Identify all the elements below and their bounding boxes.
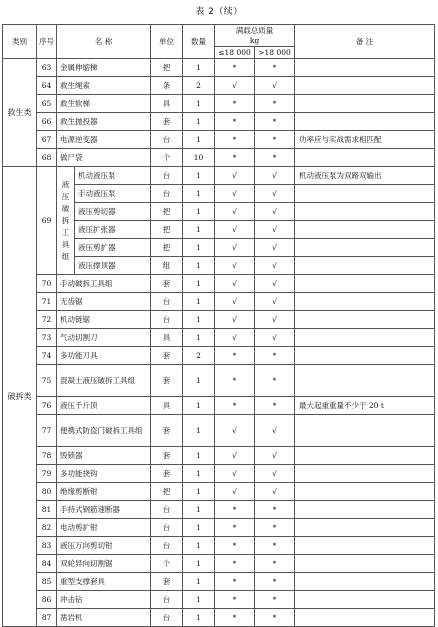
table-row bbox=[3, 537, 435, 555]
row-note bbox=[295, 591, 435, 609]
row-note bbox=[295, 483, 435, 501]
row-qty: 2 bbox=[183, 77, 215, 95]
row-gt-18000: √ bbox=[255, 221, 295, 239]
row-name: 手持式钢筋速断器 bbox=[57, 501, 151, 519]
row-no: 80 bbox=[37, 483, 57, 501]
row-qty: 1 bbox=[183, 591, 215, 609]
header-gt-18000: >18 000 bbox=[255, 47, 295, 59]
row-name: 便携式防盗门破拆工具组 bbox=[57, 415, 151, 447]
row-no: 87 bbox=[37, 609, 57, 627]
row-name: 手动破拆工具组 bbox=[57, 275, 151, 293]
row-name: 金属伸缩梯 bbox=[57, 59, 151, 77]
row-qty: 10 bbox=[183, 149, 215, 167]
row-gt-18000: √ bbox=[255, 329, 295, 347]
table-row bbox=[3, 59, 435, 77]
row-le-18000: * bbox=[215, 149, 255, 167]
row-name: 电动剪扩钳 bbox=[57, 519, 151, 537]
row-note bbox=[295, 465, 435, 483]
row-unit: 套 bbox=[151, 573, 183, 591]
table-row bbox=[3, 397, 435, 415]
row-le-18000: √ bbox=[215, 293, 255, 311]
row-name: 电源逆变器 bbox=[57, 131, 151, 149]
row-le-18000: √ bbox=[215, 329, 255, 347]
row-le-18000: * bbox=[215, 113, 255, 131]
row-qty: 1 bbox=[183, 221, 215, 239]
row-name: 机动液压泵 bbox=[75, 167, 151, 185]
row-note: 机动液压泵为双路双输出 bbox=[295, 167, 435, 185]
row-unit: 组 bbox=[151, 257, 183, 275]
row-no: 86 bbox=[37, 591, 57, 609]
row-note bbox=[295, 519, 435, 537]
table-row bbox=[3, 311, 435, 329]
table-row bbox=[3, 95, 435, 113]
table-row bbox=[3, 275, 435, 293]
row-gt-18000: * bbox=[255, 131, 295, 149]
row-le-18000: * bbox=[215, 365, 255, 397]
row-name: 液压扩张器 bbox=[75, 221, 151, 239]
row-name: 混凝土液压破拆工具组 bbox=[57, 365, 151, 397]
table-row bbox=[3, 609, 435, 627]
row-no: 79 bbox=[37, 465, 57, 483]
row-name: 凿岩机 bbox=[57, 609, 151, 627]
row-note bbox=[295, 275, 435, 293]
row-le-18000: * bbox=[215, 609, 255, 627]
row-le-18000: √ bbox=[215, 311, 255, 329]
row-no: 81 bbox=[37, 501, 57, 519]
row-note bbox=[295, 329, 435, 347]
row-unit: 套 bbox=[151, 275, 183, 293]
row-gt-18000: √ bbox=[255, 203, 295, 221]
table-row bbox=[3, 149, 435, 167]
row-qty: 1 bbox=[183, 609, 215, 627]
header-load-unit: kg bbox=[249, 35, 260, 45]
row-name: 绝缘剪断钳 bbox=[57, 483, 151, 501]
row-name: 重型支撑套具 bbox=[57, 573, 151, 591]
group-69-label: 液压破拆工具组 bbox=[57, 167, 75, 275]
row-unit: 套 bbox=[151, 347, 183, 365]
row-le-18000: √ bbox=[215, 447, 255, 465]
row-le-18000: √ bbox=[215, 275, 255, 293]
header-unit: 单位 bbox=[151, 25, 183, 59]
row-no: 65 bbox=[37, 95, 57, 113]
row-unit: 具 bbox=[151, 95, 183, 113]
row-gt-18000: * bbox=[255, 537, 295, 555]
table-row bbox=[3, 293, 435, 311]
row-name: 液压剪扩器 bbox=[75, 239, 151, 257]
row-qty: 1 bbox=[183, 483, 215, 501]
row-unit: 台 bbox=[151, 185, 183, 203]
header-category: 类别 bbox=[3, 25, 37, 59]
row-unit: 个 bbox=[151, 149, 183, 167]
row-no: 74 bbox=[37, 347, 57, 365]
row-name: 冲击钻 bbox=[57, 591, 151, 609]
row-gt-18000: * bbox=[255, 519, 295, 537]
table-row bbox=[3, 113, 435, 131]
row-note bbox=[295, 257, 435, 275]
row-name: 无齿锯 bbox=[57, 293, 151, 311]
row-unit: 套 bbox=[151, 415, 183, 447]
row-gt-18000: * bbox=[255, 95, 295, 113]
row-le-18000: * bbox=[215, 555, 255, 573]
header-le-18000: ≤18 000 bbox=[215, 47, 255, 59]
row-le-18000: √ bbox=[215, 239, 255, 257]
row-le-18000: √ bbox=[215, 167, 255, 185]
row-unit: 个 bbox=[151, 555, 183, 573]
row-unit: 套 bbox=[151, 465, 183, 483]
row-gt-18000: √ bbox=[255, 185, 295, 203]
row-note bbox=[295, 185, 435, 203]
row-qty: 1 bbox=[183, 365, 215, 397]
table-row bbox=[3, 465, 435, 483]
row-gt-18000: * bbox=[255, 591, 295, 609]
row-no: 83 bbox=[37, 537, 57, 555]
table-row bbox=[3, 347, 435, 365]
table-row bbox=[3, 131, 435, 149]
row-qty: 1 bbox=[183, 573, 215, 591]
row-name: 多功能挠钩 bbox=[57, 465, 151, 483]
row-note bbox=[295, 347, 435, 365]
row-no: 68 bbox=[37, 149, 57, 167]
row-name: 液压剪切器 bbox=[75, 203, 151, 221]
row-name: 双轮异向切割锯 bbox=[57, 555, 151, 573]
row-le-18000: √ bbox=[215, 257, 255, 275]
row-note bbox=[295, 609, 435, 627]
row-unit: 套 bbox=[151, 365, 183, 397]
row-gt-18000: √ bbox=[255, 257, 295, 275]
row-note bbox=[295, 59, 435, 77]
row-no: 70 bbox=[37, 275, 57, 293]
row-unit: 台 bbox=[151, 519, 183, 537]
row-note bbox=[295, 447, 435, 465]
row-qty: 1 bbox=[183, 239, 215, 257]
equipment-table bbox=[2, 24, 435, 627]
row-qty: 1 bbox=[183, 113, 215, 131]
table-row bbox=[3, 501, 435, 519]
row-unit: 套 bbox=[151, 447, 183, 465]
row-note bbox=[295, 501, 435, 519]
row-no: 84 bbox=[37, 555, 57, 573]
row-qty: 1 bbox=[183, 415, 215, 447]
table-row bbox=[3, 447, 435, 465]
row-qty: 1 bbox=[183, 501, 215, 519]
row-note bbox=[295, 537, 435, 555]
row-unit: 把 bbox=[151, 483, 183, 501]
row-name: 液压千斤顶 bbox=[57, 397, 151, 415]
row-le-18000: * bbox=[215, 347, 255, 365]
row-name: 毁锁器 bbox=[57, 447, 151, 465]
row-le-18000: * bbox=[215, 591, 255, 609]
row-name: 多功能刀具 bbox=[57, 347, 151, 365]
row-le-18000: √ bbox=[215, 77, 255, 95]
row-note bbox=[295, 311, 435, 329]
row-le-18000: * bbox=[215, 573, 255, 591]
row-le-18000: √ bbox=[215, 483, 255, 501]
row-gt-18000: * bbox=[255, 609, 295, 627]
row-no: 73 bbox=[37, 329, 57, 347]
row-note bbox=[295, 415, 435, 447]
row-name: 液压万向剪切钳 bbox=[57, 537, 151, 555]
row-no: 75 bbox=[37, 365, 57, 397]
row-le-18000: * bbox=[215, 519, 255, 537]
table-row bbox=[3, 573, 435, 591]
row-note bbox=[295, 293, 435, 311]
row-unit: 台 bbox=[151, 167, 183, 185]
row-unit: 把 bbox=[151, 59, 183, 77]
table-row bbox=[3, 591, 435, 609]
row-gt-18000: √ bbox=[255, 239, 295, 257]
row-gt-18000: * bbox=[255, 59, 295, 77]
row-le-18000: * bbox=[215, 59, 255, 77]
row-gt-18000: √ bbox=[255, 311, 295, 329]
row-no: 71 bbox=[37, 293, 57, 311]
row-gt-18000: * bbox=[255, 113, 295, 131]
row-gt-18000: √ bbox=[255, 447, 295, 465]
row-unit: 条 bbox=[151, 77, 183, 95]
row-note bbox=[295, 573, 435, 591]
row-name: 机动链锯 bbox=[57, 311, 151, 329]
row-qty: 1 bbox=[183, 329, 215, 347]
table-row bbox=[3, 483, 435, 501]
row-note bbox=[295, 239, 435, 257]
group-69-no: 69 bbox=[37, 167, 57, 275]
row-qty: 1 bbox=[183, 311, 215, 329]
header-qty: 数量 bbox=[183, 25, 215, 59]
row-unit: 台 bbox=[151, 501, 183, 519]
row-name: 做尸袋 bbox=[57, 149, 151, 167]
row-note bbox=[295, 365, 435, 397]
row-gt-18000: * bbox=[255, 501, 295, 519]
row-unit: 把 bbox=[151, 221, 183, 239]
category-demolition: 破拆类 bbox=[3, 167, 37, 627]
header-load-label: 满载总质量 bbox=[235, 25, 274, 35]
row-qty: 1 bbox=[183, 555, 215, 573]
row-name: 手动液压泵 bbox=[75, 185, 151, 203]
row-le-18000: * bbox=[215, 501, 255, 519]
row-le-18000: √ bbox=[215, 221, 255, 239]
row-gt-18000: * bbox=[255, 397, 295, 415]
row-note bbox=[295, 555, 435, 573]
header-name: 名 称 bbox=[57, 25, 151, 59]
table-row bbox=[3, 415, 435, 447]
row-no: 77 bbox=[37, 415, 57, 447]
row-qty: 1 bbox=[183, 95, 215, 113]
row-no: 64 bbox=[37, 77, 57, 95]
row-le-18000: * bbox=[215, 397, 255, 415]
header-load-group bbox=[215, 25, 295, 47]
row-note bbox=[295, 221, 435, 239]
row-gt-18000: * bbox=[255, 365, 295, 397]
row-no: 78 bbox=[37, 447, 57, 465]
row-qty: 2 bbox=[183, 347, 215, 365]
row-le-18000: √ bbox=[215, 203, 255, 221]
row-note bbox=[295, 149, 435, 167]
row-gt-18000: * bbox=[255, 555, 295, 573]
row-note bbox=[295, 203, 435, 221]
row-qty: 1 bbox=[183, 519, 215, 537]
row-gt-18000: √ bbox=[255, 465, 295, 483]
row-gt-18000: √ bbox=[255, 77, 295, 95]
row-qty: 1 bbox=[183, 131, 215, 149]
row-qty: 1 bbox=[183, 537, 215, 555]
row-qty: 1 bbox=[183, 447, 215, 465]
row-unit: 台 bbox=[151, 311, 183, 329]
row-qty: 1 bbox=[183, 203, 215, 221]
table-row bbox=[3, 329, 435, 347]
header-note: 备 注 bbox=[295, 25, 435, 59]
row-no: 67 bbox=[37, 131, 57, 149]
row-name: 气动切割刀 bbox=[57, 329, 151, 347]
row-le-18000: √ bbox=[215, 465, 255, 483]
row-unit: 具 bbox=[151, 397, 183, 415]
row-unit: 套 bbox=[151, 113, 183, 131]
row-unit: 台 bbox=[151, 591, 183, 609]
row-gt-18000: * bbox=[255, 573, 295, 591]
table-row bbox=[3, 167, 435, 185]
row-gt-18000: √ bbox=[255, 293, 295, 311]
row-no: 82 bbox=[37, 519, 57, 537]
row-gt-18000: * bbox=[255, 347, 295, 365]
row-gt-18000: √ bbox=[255, 275, 295, 293]
row-name: 救生软梯 bbox=[57, 95, 151, 113]
row-le-18000: √ bbox=[215, 415, 255, 447]
row-gt-18000: * bbox=[255, 149, 295, 167]
row-qty: 1 bbox=[183, 167, 215, 185]
row-note bbox=[295, 95, 435, 113]
row-gt-18000: √ bbox=[255, 483, 295, 501]
row-no: 85 bbox=[37, 573, 57, 591]
category-rescue: 救生类 bbox=[3, 59, 37, 167]
row-note bbox=[295, 77, 435, 95]
row-qty: 1 bbox=[183, 257, 215, 275]
table-row bbox=[3, 555, 435, 573]
row-name: 液压撑顶器 bbox=[75, 257, 151, 275]
row-note bbox=[295, 113, 435, 131]
row-qty: 1 bbox=[183, 397, 215, 415]
row-name: 救生绳索 bbox=[57, 77, 151, 95]
table-caption: 表 2（续） bbox=[195, 7, 243, 17]
row-unit: 把 bbox=[151, 239, 183, 257]
row-no: 72 bbox=[37, 311, 57, 329]
row-unit: 具 bbox=[151, 329, 183, 347]
row-unit: 台 bbox=[151, 131, 183, 149]
row-le-18000: * bbox=[215, 95, 255, 113]
row-unit: 把 bbox=[151, 203, 183, 221]
row-qty: 1 bbox=[183, 275, 215, 293]
row-le-18000: * bbox=[215, 537, 255, 555]
row-le-18000: * bbox=[215, 131, 255, 149]
row-qty: 1 bbox=[183, 293, 215, 311]
row-qty: 1 bbox=[183, 59, 215, 77]
table-row bbox=[3, 77, 435, 95]
table-row bbox=[3, 365, 435, 397]
row-qty: 1 bbox=[183, 465, 215, 483]
table-row bbox=[3, 519, 435, 537]
row-unit: 台 bbox=[151, 537, 183, 555]
row-name: 救生抛投器 bbox=[57, 113, 151, 131]
row-unit: 台 bbox=[151, 293, 183, 311]
header-no: 序号 bbox=[37, 25, 57, 59]
row-note: 最大起重重量不少于 20 t bbox=[295, 397, 435, 415]
row-gt-18000: √ bbox=[255, 167, 295, 185]
row-no: 66 bbox=[37, 113, 57, 131]
row-le-18000: √ bbox=[215, 185, 255, 203]
row-note: 功率应与实战需求相匹配 bbox=[295, 131, 435, 149]
row-gt-18000: √ bbox=[255, 415, 295, 447]
row-no: 63 bbox=[37, 59, 57, 77]
row-unit: 台 bbox=[151, 609, 183, 627]
row-no: 76 bbox=[37, 397, 57, 415]
row-qty: 1 bbox=[183, 185, 215, 203]
